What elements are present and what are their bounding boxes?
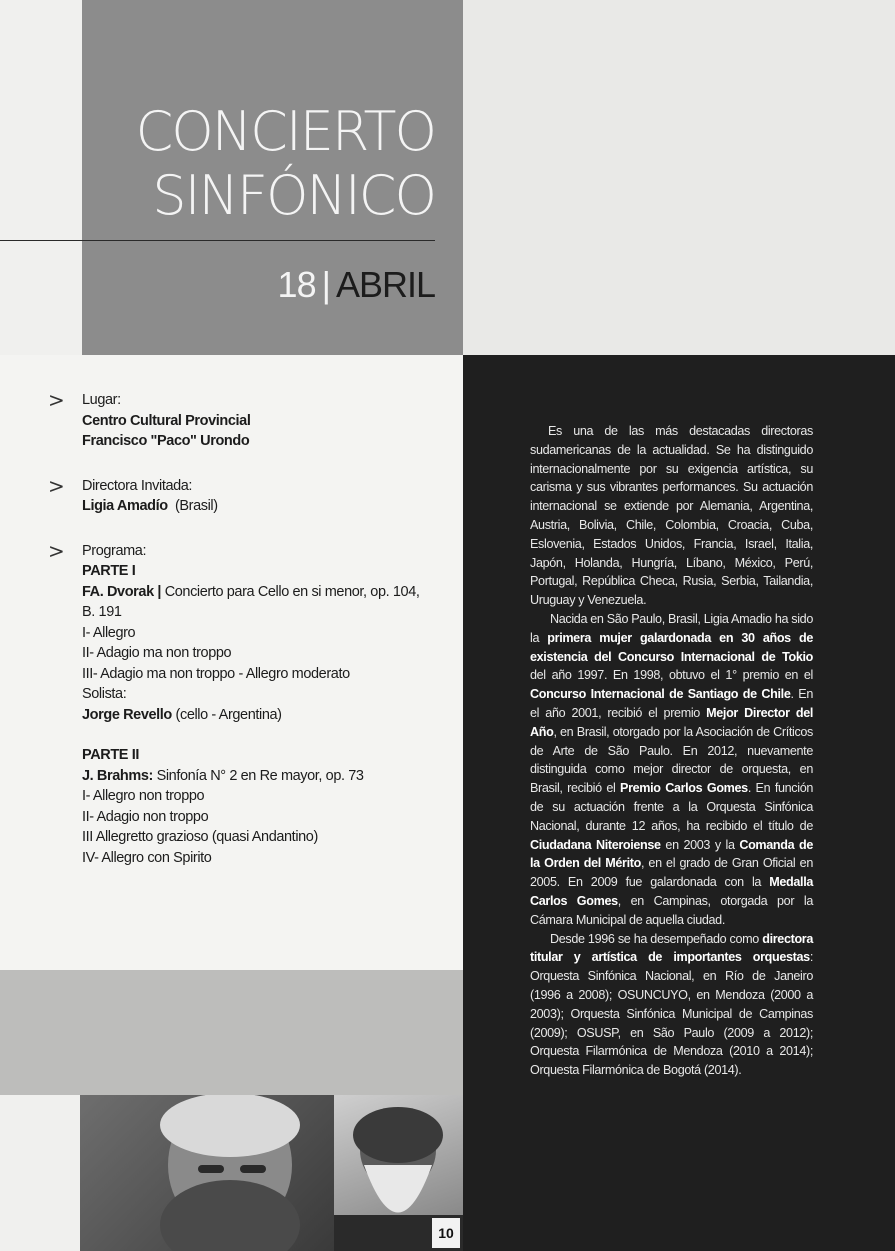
venue-label: Lugar: <box>82 392 121 408</box>
conductor-bio <box>530 422 813 1080</box>
page-number: 10 <box>432 1218 460 1248</box>
chevron-right-icon: > <box>48 538 65 563</box>
part2-movement: IV- Allegro con Spirito <box>82 849 212 866</box>
chevron-right-icon: > <box>48 388 65 412</box>
conductor-label: Directora Invitada: <box>82 477 193 494</box>
soloist-name: Jorge Revello <box>82 706 172 723</box>
top-right-background <box>463 0 895 355</box>
gray-band <box>0 970 463 1095</box>
hero-box <box>82 0 463 355</box>
soloist-detail: (cello - Argentina) <box>175 706 282 723</box>
date-separator: | <box>321 264 330 305</box>
part2-work: Sinfonía N° 2 en Re mayor, op. 73 <box>156 767 364 784</box>
conductor-block <box>42 473 442 517</box>
title-divider <box>0 240 435 241</box>
part2-movement: II- Adagio non troppo <box>82 808 209 825</box>
portrait-dvorak-illustration <box>80 1095 334 1251</box>
venue-block <box>42 390 442 452</box>
concert-info <box>42 390 442 868</box>
page-title: CONCIERTO SINFÓNICO <box>135 100 435 227</box>
soloist-label: Solista: <box>82 686 127 702</box>
bio-paragraph-3: Desde 1996 se ha desempeñado como directora titular y artística de importantes orquestas: Orquesta Sinfónica Nacional, en Río de Janeiro (1996 a 2008); OSUNCUYO, en Mendoza (2000 a 2003); Orquesta Sinfónica Municipal de Campinas (2009); OSUSP, en São Paulo (2009 a 2012); Orquesta Filarmónica de Mendoza (2010 a 2014); Orquesta Filarmónica de Bogotá (2014). <box>530 931 813 1078</box>
part2-movement: III Allegretto grazioso (quasi Andantino) <box>82 829 318 845</box>
part1-title: PARTE I <box>82 563 136 579</box>
part1-composer: FA. Dvorak | <box>82 583 162 600</box>
date-month: ABRIL <box>335 264 435 305</box>
part2-composer: J. Brahms: <box>82 767 153 784</box>
concert-date <box>278 264 435 306</box>
program-block <box>42 538 442 869</box>
part1-work: Concierto para Cello en si menor, op. 104, <box>164 583 420 600</box>
part1-movement: II- Adagio ma non troppo <box>82 645 232 661</box>
part1-movement: III- Adagio ma non troppo - Allegro moderato <box>82 665 350 682</box>
date-day: 18 <box>277 264 316 305</box>
part2-title: PARTE II <box>82 747 139 763</box>
part1-movement: I- Allegro <box>82 624 136 641</box>
chevron-right-icon: > <box>48 473 65 498</box>
program-label: Programa: <box>82 542 147 559</box>
conductor-country: (Brasil) <box>174 498 218 514</box>
bio-paragraph-2: Nacida en São Paulo, Brasil, Ligia Amadio ha sido la primera mujer galardonada en 30 años de existencia del Concurso Internacional de Tokio del año 1997. En 1998, obtuvo el 1° premio en el Concurso Internacional de Santiago de Chile. En el año 2001, recibió el premio Mejor Director del Año, en Brasil, otorgado por la Asociación de Críticos de Arte de São Paulo. En 2012, nuevamente distinguida como mejor director de orquesta, en Brasil, recibió el Premio Carlos Gomes. En función de su actuación frente a la Orquesta Sinfónica Nacional, durante 12 años, ha recibido el título de Ciudadana Niteroiense en 2003 y la Comanda de la Orden del Mérito, en el grado de Gran Oficial en 2005. En 2009 fue galardonada con la Medalla Carlos Gomes, en Campinas, otorgada por la Cámara Municipal de aquella ciudad. <box>530 611 814 927</box>
portrait-dvorak-photo <box>80 1095 334 1251</box>
part2-movement: I- Allegro non troppo <box>82 788 205 804</box>
part1-work-cont: B. 191 <box>82 604 122 620</box>
bio-paragraph-1: Es una de las más destacadas directoras sudamericanas de la actualidad. Se ha distinguido internacionalmente por su exigencia artística, su carisma y sus vibrantes performances. Su actuación internacional se extiende por Alemania, Argentina, Austria, Bolivia, Chile, Colombia, Croacia, Cuba, Eslovenia, Estados Unidos, Francia, Israel, Italia, Japón, Holanda, Hungría, Líbano, México, Perú, Portugal, República Checa, Rusia, Serbia, Tailandia, Uruguay y Venezuela. <box>530 424 813 608</box>
venue-name-line1: Centro Cultural Provincial <box>82 412 251 429</box>
venue-name-line2: Francisco "Paco" Urondo <box>82 433 250 449</box>
conductor-name: Ligia Amadío <box>82 498 168 514</box>
